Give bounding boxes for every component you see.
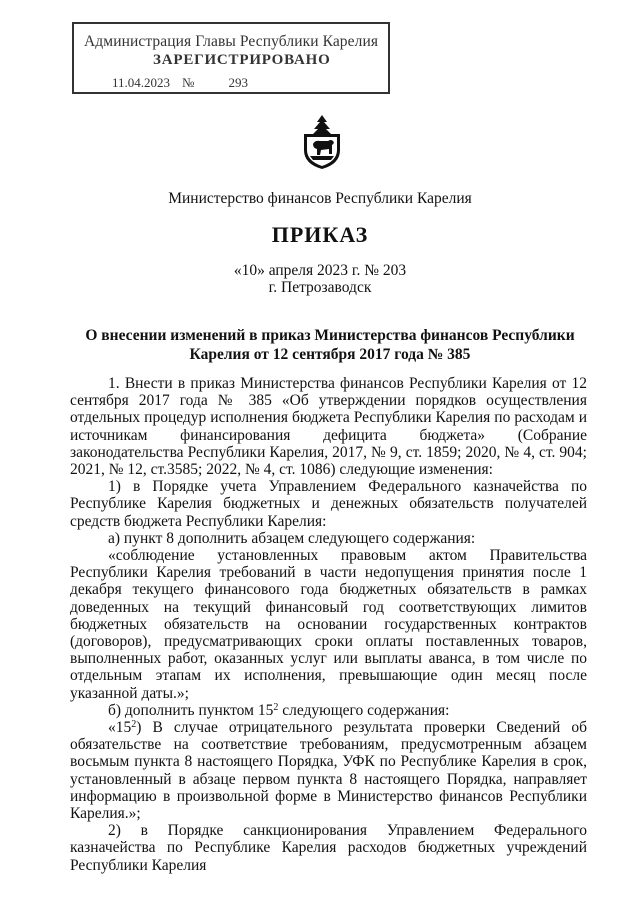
- paragraph-6-start: «15: [108, 719, 132, 737]
- order-body: [70, 375, 587, 874]
- paragraph-7: 2) в Порядке санкционирования Управлением Федерального казначейства по Республике Карелия расходов бюджетных учреждений Республики Карелия: [70, 822, 587, 874]
- paragraph-6: [70, 719, 587, 822]
- order-heading: [80, 326, 580, 364]
- order-city: г. Петрозаводск: [268, 279, 372, 296]
- paragraph-1: 1. Внести в приказ Министерства финансов Республики Карелия от 12 сентября 2017 года № 385 «Об утверждении порядков осуществления отдельных процедур исполнения бюджета Республики Карелия по расходам и источникам финансирования дефицита бюджета» (Собрание законодательства Республики Карелия, 2017, № 9, ст. 1859; 2020, № 4, ст. 904; 2021, № 12, ст.3585; 2022, № 4, ст. 1086) следующие изменения:: [70, 375, 587, 479]
- paragraph-5-superscript: 2: [273, 701, 279, 713]
- order-heading-line2: Карелия от 12 сентября 2017 года № 385: [189, 346, 471, 363]
- paragraph-6-superscript: 2: [131, 719, 137, 731]
- stamp-registered: ЗАРЕГИСТРИРОВАНО: [153, 52, 331, 68]
- stamp-authority: Администрация Главы Республики Карелия: [84, 33, 379, 50]
- registration-stamp: [72, 22, 390, 94]
- stamp-date: 11.04.2023: [112, 75, 171, 90]
- order-date-number: «10» апреля 2023 г. № 203: [233, 262, 407, 279]
- document-title: ПРИКАЗ: [271, 222, 369, 247]
- stamp-number: 293: [228, 75, 248, 90]
- ministry-name: Министерство финансов Республики Карелия: [168, 190, 472, 207]
- order-heading-line1: О внесении изменений в приказ Министерства финансов Республики: [85, 327, 575, 344]
- paragraph-5-end: следующего содержания:: [278, 701, 450, 719]
- paragraph-4: «соблюдение установленных правовым актом Правительства Республики Карелия требований в части недопущения принятия после 1 декабря текущего финансового года бюджетных обязательств в рамках доведенных на текущий финансовый год соответствующих лимитов бюджетных обязательств на основании государственных контрактов (договоров), предусматривающих сроки оплаты поставленных товаров, выполненных работ, оказанных услуг или выплаты аванса, в том числе по отдельным этапам их исполнения, превышающие один месяц после указанной даты.»;: [70, 547, 587, 702]
- paragraph-5: [70, 702, 587, 719]
- stamp-details: [112, 75, 248, 91]
- paragraph-3: а) пункт 8 дополнить абзацем следующего содержания:: [108, 529, 476, 547]
- karelia-coat-of-arms-icon: [298, 114, 346, 170]
- paragraph-2: 1) в Порядке учета Управлением Федерального казначейства по Республике Карелия бюджетных и денежных обязательств получателей средств бюджета Республики Карелия:: [70, 478, 587, 530]
- stamp-no-label: №: [182, 75, 195, 90]
- paragraph-6-end: ) В случае отрицательного результата проверки Сведений об обязательстве на соответствие требованиям, предусмотренным абзацем восьмым пункта 8 настоящего Порядка, УФК по Республике Карелия в срок, установленный в абзаце первом пункта 8 настоящего Порядка, направляет информацию в произвольной форме в Министерство финансов Республики Карелия.»;: [70, 719, 587, 823]
- paragraph-5-start: б) дополнить пунктом 15: [108, 701, 274, 719]
